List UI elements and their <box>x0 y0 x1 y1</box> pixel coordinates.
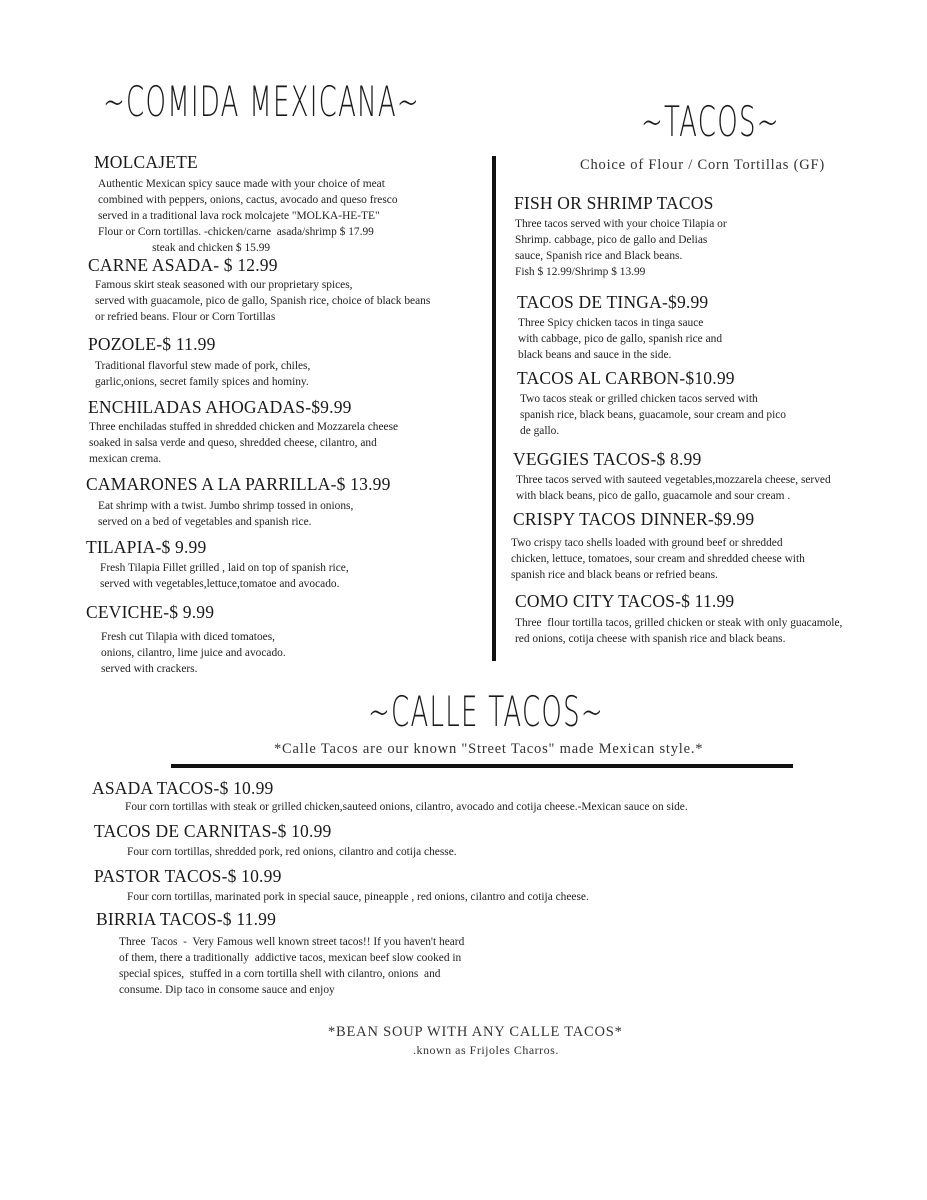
menu-item-desc: Three flour tortilla tacos, grilled chicken or steak with only guacamole, red onions, cotija cheese with spanish rice and black beans. <box>515 617 843 645</box>
menu-item-name: BIRRIA TACOS-$ 11.99 <box>96 909 277 929</box>
menu-item-name: POZOLE-$ 11.99 <box>88 334 216 354</box>
menu-item-name: ENCHILADAS AHOGADAS-$9.99 <box>88 397 352 417</box>
calle-divider <box>171 764 793 768</box>
menu-item-name: PASTOR TACOS-$ 10.99 <box>94 866 282 886</box>
menu-item-desc: Two tacos steak or grilled chicken tacos served with spanish rice, black beans, guacamole, sour cream and pico de gallo. <box>520 393 786 437</box>
menu-item-desc: Traditional flavorful stew made of pork, chiles, garlic,onions, secret family spices and hominy. <box>95 360 311 388</box>
menu-item-name: TILAPIA-$ 9.99 <box>86 537 207 557</box>
column-divider <box>492 156 496 661</box>
tacos-subtitle: Choice of Flour / Corn Tortillas (GF) <box>580 157 825 173</box>
menu-item-desc: Four corn tortillas, marinated pork in special sauce, pineapple , red onions, cilantro and cotija cheese. <box>127 891 589 903</box>
bean-soup-subnote: .known as Frijoles Charros. <box>413 1043 559 1057</box>
menu-item-desc: Fresh cut Tilapia with diced tomatoes, onions, cilantro, lime juice and avocado. served with crackers. <box>101 631 286 675</box>
menu-item-desc: Three Spicy chicken tacos in tinga sauce with cabbage, pico de gallo, spanish rice and black beans and sauce in the side. <box>518 317 723 361</box>
menu-item-name: COMO CITY TACOS-$ 11.99 <box>515 591 735 611</box>
menu-item-name: VEGGIES TACOS-$ 8.99 <box>513 449 702 469</box>
menu-item-name: TACOS AL CARBON-$10.99 <box>517 368 735 388</box>
menu-item-name: CEVICHE-$ 9.99 <box>86 602 215 622</box>
menu-item-name: FISH OR SHRIMP TACOS <box>514 193 714 213</box>
menu-item-desc: Famous skirt steak seasoned with our proprietary spices, served with guacamole, pico de gallo, Spanish rice, choice of black beans or refried beans. Flour or Corn Tortillas <box>95 279 431 323</box>
comida-mexicana-title: ~COMIDA MEXICANA~ <box>103 77 420 126</box>
menu-item-desc: Fresh Tilapia Fillet grilled , laid on top of spanish rice, served with vegetables,lettuce,tomatoe and avocado. <box>100 562 349 590</box>
calle-tacos-subtitle: *Calle Tacos are our known "Street Tacos" made Mexican style.* <box>274 741 704 757</box>
menu-item-desc: Four corn tortillas, shredded pork, red onions, cilantro and cotija chesse. <box>127 846 457 858</box>
tacos-title: ~TACOS~ <box>641 97 780 146</box>
menu-item-name: TACOS DE TINGA-$9.99 <box>517 292 709 312</box>
menu-item-name: TACOS DE CARNITAS-$ 10.99 <box>94 821 332 841</box>
menu-item-desc: Four corn tortillas with steak or grilled chicken,sauteed onions, cilantro, avocado and cotija cheese.-Mexican sauce on side. <box>125 801 688 813</box>
menu-item-desc: Two crispy taco shells loaded with ground beef or shredded chicken, lettuce, tomatoes, sour cream and shredded cheese with spanish rice and black beans or refried beans. <box>511 537 805 581</box>
menu-item-name: CARNE ASADA- $ 12.99 <box>88 255 278 275</box>
menu-item-desc: Three tacos served with your choice Tilapia or Shrimp. cabbage, pico de gallo and Delias sauce, Spanish rice and Black beans. Fish $ 12.99/Shrimp $ 13.99 <box>515 218 727 278</box>
bean-soup-note: *BEAN SOUP WITH ANY CALLE TACOS* <box>328 1024 623 1040</box>
menu-item-name: ASADA TACOS-$ 10.99 <box>92 778 274 798</box>
menu-item-desc: Authentic Mexican spicy sauce made with your choice of meat combined with peppers, onions, cactus, avocado and queso fresco served in a traditional lava rock molcajete "MOLKA-HE-TE" Flour or Corn tortillas. -chicken/carne asada/shrimp $ 17.99 steak and chicken $ 15.99 <box>98 178 398 254</box>
menu-item-desc: Eat shrimp with a twist. Jumbo shrimp tossed in onions, served on a bed of vegetables and spanish rice. <box>98 500 354 528</box>
menu-item-name: MOLCAJETE <box>94 152 198 172</box>
menu-item-desc: Three enchiladas stuffed in shredded chicken and Mozzarela cheese soaked in salsa verde and queso, shredded cheese, cilantro, and mexican crema. <box>89 421 399 465</box>
menu-item-desc: Three tacos served with sauteed vegetables,mozzarela cheese, served with black beans, pico de gallo, guacamole and sour cream . <box>516 474 831 502</box>
menu-item-desc: Three Tacos - Very Famous well known street tacos!! If you haven't heard of them, there a traditionally addictive tacos, mexican beef slow cooked in special spices, stuffed in a corn tortilla shell with cilantro, onions and consume. Dip taco in consome sauce and enjoy <box>119 936 465 996</box>
calle-tacos-title: ~CALLE TACOS~ <box>368 687 604 736</box>
menu-item-name: CRISPY TACOS DINNER-$9.99 <box>513 509 755 529</box>
menu-item-name: CAMARONES A LA PARRILLA-$ 13.99 <box>86 474 391 494</box>
